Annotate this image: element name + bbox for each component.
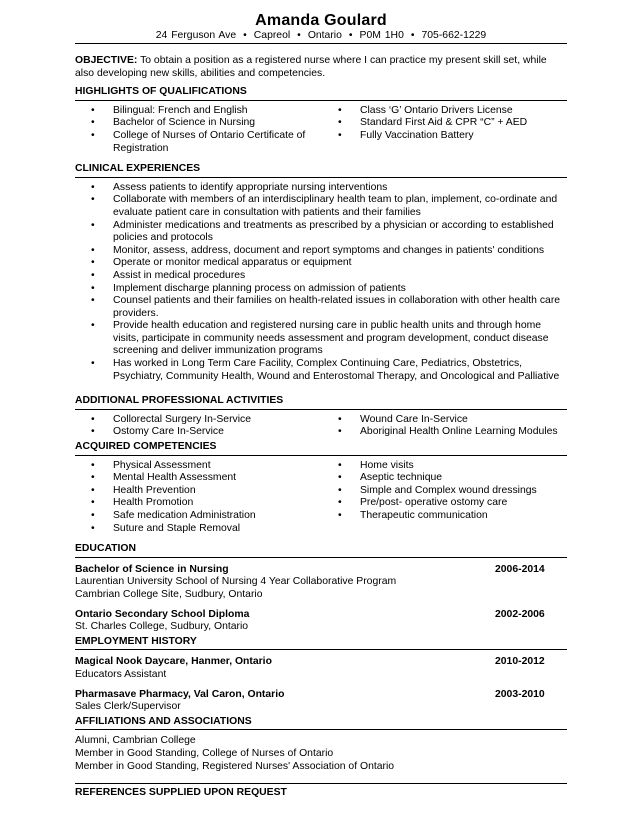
- list-item: • Counsel patients and their families on health-related issues in collaboration with other health care providers.: [91, 295, 565, 320]
- professional-list: [75, 410, 567, 439]
- list-item: • Implement discharge planning process on admission of patients: [91, 283, 565, 296]
- entry-heading: Bachelor of Science in Nursing: [75, 563, 229, 575]
- list-item: • Fully Vaccination Battery: [338, 130, 567, 143]
- separator: •: [410, 30, 415, 41]
- employment-heading: EMPLOYMENT HISTORY: [75, 636, 567, 651]
- entry-line: Laurentian University School of Nursing 4 Year Collaborative Program: [75, 576, 397, 588]
- professional-heading: ADDITIONAL PROFESSIONAL ACTIVITIES: [75, 395, 567, 410]
- separator: •: [348, 30, 353, 41]
- list-item: • Bachelor of Science in Nursing: [91, 117, 338, 130]
- competencies-list: [75, 456, 567, 536]
- list-item: • Class ‘G’ Ontario Drivers License: [338, 105, 567, 118]
- list-item: • Standard First Aid & CPR “C” + AED: [338, 117, 567, 130]
- entry-heading: Pharmasave Pharmacy, Val Caron, Ontario: [75, 688, 285, 700]
- qualifications-list: [75, 101, 567, 155]
- employment-entry: [75, 656, 567, 681]
- list-item: • Suture and Staple Removal: [91, 523, 338, 536]
- candidate-name: Amanda Goulard: [255, 12, 387, 29]
- entry-heading: Magical Nook Daycare, Hanmer, Ontario: [75, 656, 272, 668]
- objective-label: OBJECTIVE:: [75, 55, 138, 66]
- separator: •: [297, 30, 301, 41]
- list-item: • Aboriginal Health Online Learning Modules: [338, 426, 567, 439]
- contact-line: [75, 30, 567, 44]
- postal-code: P0M 1H0: [359, 30, 404, 41]
- list-item: Member in Good Standing, Registered Nurses' Association of Ontario: [75, 760, 395, 772]
- phone: 705-662-1229: [421, 30, 487, 41]
- list-item: • Collorectal Surgery In-Service: [91, 414, 338, 427]
- list-item: • Administer medications and treatments as prescribed by a physician or according to established policies and protocols: [91, 220, 565, 245]
- education-entry: [75, 609, 567, 634]
- clinical-heading: CLINICAL EXPERIENCES: [75, 163, 567, 178]
- list-item: • Provide health education and registered nursing care in public health units and through home visits, participate in community needs assessment and program development, conduct disease screening and deliver immunization programs: [91, 320, 565, 358]
- separator: •: [243, 30, 247, 41]
- list-item: Member in Good Standing, College of Nurses of Ontario: [75, 747, 334, 759]
- list-item: • Safe medication Administration: [91, 510, 338, 523]
- entry-years: 2010-2012: [495, 656, 545, 668]
- list-item: • Assess patients to identify appropriate nursing interventions: [91, 182, 565, 195]
- address: 24 Ferguson Ave: [155, 30, 237, 41]
- list-item: • Mental Health Assessment: [91, 472, 338, 485]
- list-item: • Collaborate with members of an interdisciplinary health team to plan, implement, co-ordinate and evaluate patient care in consultation with patients and their families: [91, 194, 565, 219]
- entry-heading: Ontario Secondary School Diploma: [75, 608, 250, 620]
- province: Ontario: [307, 30, 342, 41]
- education-entry: [75, 564, 567, 602]
- entry-line: Cambrian College Site, Sudbury, Ontario: [75, 588, 263, 600]
- list-item: • Pre/post- operative ostomy care: [338, 497, 567, 510]
- list-item: • Simple and Complex wound dressings: [338, 485, 567, 498]
- affiliations-list: [75, 735, 567, 773]
- entry-line: St. Charles College, Sudbury, Ontario: [75, 621, 249, 633]
- list-item: • Home visits: [338, 460, 567, 473]
- employment-entry: [75, 689, 567, 714]
- qualifications-heading: HIGHLIGHTS OF QUALIFICATIONS: [75, 86, 567, 101]
- city: Capreol: [253, 30, 291, 41]
- clinical-list: [75, 178, 567, 384]
- list-item: • College of Nurses of Ontario Certificate of Registration: [91, 130, 338, 155]
- list-item: • Operate or monitor medical apparatus or equipment: [91, 257, 565, 270]
- list-item: • Health Prevention: [91, 485, 338, 498]
- list-item: Alumni, Cambrian College: [75, 735, 196, 747]
- entry-years: 2002-2006: [495, 608, 545, 620]
- list-item: • Has worked in Long Term Care Facility, Complex Continuing Care, Pediatrics, Obstetrics, Psychiatry, Community Health, Wound and Enterostomal Therapy, and Oncological and Palliative: [91, 358, 565, 383]
- list-item: • Aseptic technique: [338, 472, 567, 485]
- list-item: • Ostomy Care In-Service: [91, 426, 338, 439]
- list-item: • Bilingual: French and English: [91, 105, 338, 118]
- list-item: • Therapeutic communication: [338, 510, 567, 523]
- competencies-heading: ACQUIRED COMPETENCIES: [75, 441, 567, 456]
- entry-years: 2003-2010: [495, 688, 545, 700]
- affiliations-heading: AFFILIATIONS AND ASSOCIATIONS: [75, 716, 567, 731]
- entry-years: 2006-2014: [495, 563, 545, 575]
- references-heading: REFERENCES SUPPLIED UPON REQUEST: [75, 783, 567, 801]
- entry-line: Educators Assistant: [75, 668, 167, 680]
- list-item: • Physical Assessment: [91, 460, 338, 473]
- entry-line: Sales Clerk/Supervisor: [75, 701, 181, 713]
- objective-text: To obtain a position as a registered nurse where I can practice my present skill set, while also developing new skills, abilities and competencies.: [75, 55, 547, 79]
- list-item: • Assist in medical procedures: [91, 270, 565, 283]
- list-item: • Monitor, assess, address, document and report symptoms and changes in patients' conditions: [91, 245, 565, 258]
- objective: [75, 55, 567, 80]
- resume-page: [75, 12, 567, 801]
- list-item: • Wound Care In-Service: [338, 414, 567, 427]
- education-heading: EDUCATION: [75, 543, 567, 558]
- list-item: • Health Promotion: [91, 497, 338, 510]
